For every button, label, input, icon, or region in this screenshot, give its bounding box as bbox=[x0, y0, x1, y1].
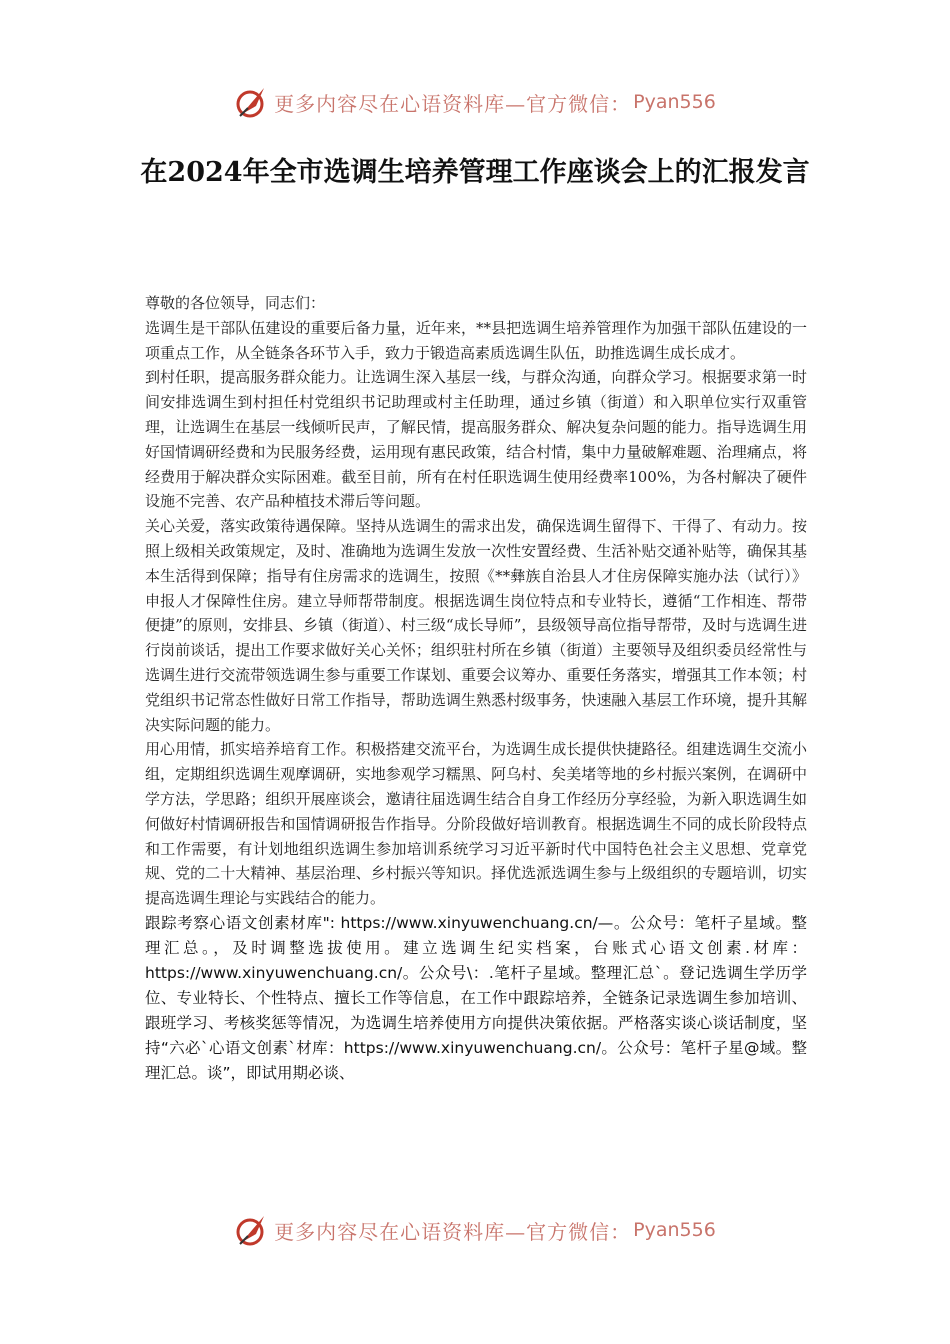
banner-wechat-id: Pyan556 bbox=[633, 1219, 716, 1241]
banner-text: 更多内容尽在心语资料库—官方微信： bbox=[274, 91, 632, 116]
paragraph: 关心关爱，落实政策待遇保障。坚持从选调生的需求出发，确保选调生留得下、干得了、有动力。按照上级相关政策规定，及时、准确地为选调生发放一次性安置经费、生活补贴交通补贴等，确保其基本生活得到保障；指导有住房需求的选调生，按照《**彝族自治县人才住房保障实施办法（试行）》申报人才保障性住房。建立导师帮带制度。根据选调生岗位特点和专业特长，遵循“工作相连、帮带便捷”的原则，安排县、乡镇（街道）、村三级“成长导师”，县级领导高位指导帮带，及时与选调生进行岗前谈话，提出工作要求做好关心关怀；组织驻村所在乡镇（街道）主要领导及组织委员经常性与选调生进行交流带领选调生参与重要工作谋划、重要会议筹办、重要任务落实，增强其工作本领；村党组织书记常态性做好日常工作指导，帮助选调生熟悉村级事务，快速融入基层工作环境，提升其解决实际问题的能力。 bbox=[145, 517, 807, 734]
salutation: 尊敬的各位领导，同志们： bbox=[145, 294, 326, 312]
paragraph: 用心用情，抓实培养培育工作。积极搭建交流平台，为选调生成长提供快捷路径。组建选调生交流小组，定期组织选调生观摩调研，实地参观学习糯黑、阿乌村、矣美堵等地的乡村振兴案例，在调研中学方法，学思路；组织开展座谈会，邀请往届选调生结合自身工作经历分享经验，为新入职选调生如何做好村情调研报告和国情调研报告作指导。分阶段做好培训教育。根据选调生不同的成长阶段特点和工作需要，有计划地组织选调生参加培训系统学习习近平新时代中国特色社会主义思想、党章党规、党的二十大精神、基层治理、乡村振兴等知识。择优选派选调生参与上级组织的专题培训，切实提高选调生理论与实践结合的能力。 bbox=[145, 740, 807, 908]
paragraph-tail: 跟踪考察心语文创素材库": https://www.xinyuwenchuang.cn/—。公众号：笔杆子星域。整理汇总。，及时调整选拔使用。建立选调生纪实档案，台账式心语文创素.材库：https://www.xinyuwenchuang.cn/。公众号\：.笔杆子星域。整理汇总`。登记选调生学历学位、专业特长、个性特点、擅长工作等信息，在工作中跟踪培养，全链条记录选调生参加培训、跟班学习、考核奖惩等情况，为选调生培养使用方向提供决策依据。严格落实谈心谈话制度，坚持“六必`心语文创素`材库：https://www.xinyuwenchuang.cn/。公众号：笔杆子星@域。整理汇总。谈”，即试用期必谈、 bbox=[145, 913, 807, 1082]
footer-watermark-banner bbox=[0, 1210, 950, 1250]
document-title: 在2024年全市选调生培养管理工作座谈会上的汇报发言 bbox=[140, 157, 810, 188]
quill-logo-icon bbox=[234, 1212, 270, 1248]
paragraph: 选调生是干部队伍建设的重要后备力量，近年来，**县把选调生培养管理作为加强干部队伍建设的一项重点工作，从全链条各环节入手，致力于锻造高素质选调生队伍，助推选调生成长成才。 bbox=[145, 318, 807, 362]
banner-wechat-id: Pyan556 bbox=[633, 91, 716, 113]
paragraph: 到村任职，提高服务群众能力。让选调生深入基层一线，与群众沟通，向群众学习。根据要求第一时间安排选调生到村担任村党组织书记助理或村主任助理，通过乡镇（街道）和入职单位实行双重管理，让选调生在基层一线倾听民声，了解民情，提高服务群众、解决复杂问题的能力。指导选调生用好国情调研经费和为民服务经费，运用现有惠民政策，结合村情，集中力量破解难题、治理痛点，将经费用于解决群众实际困难。截至目前，所有在村任职选调生使用经费率100%，为各村解决了硬件设施不完善、农产品种植技术滞后等问题。 bbox=[145, 368, 807, 511]
quill-logo-icon bbox=[234, 84, 270, 120]
header-watermark-banner bbox=[0, 82, 950, 122]
document-body bbox=[145, 291, 807, 1086]
banner-text: 更多内容尽在心语资料库—官方微信： bbox=[274, 1219, 632, 1244]
